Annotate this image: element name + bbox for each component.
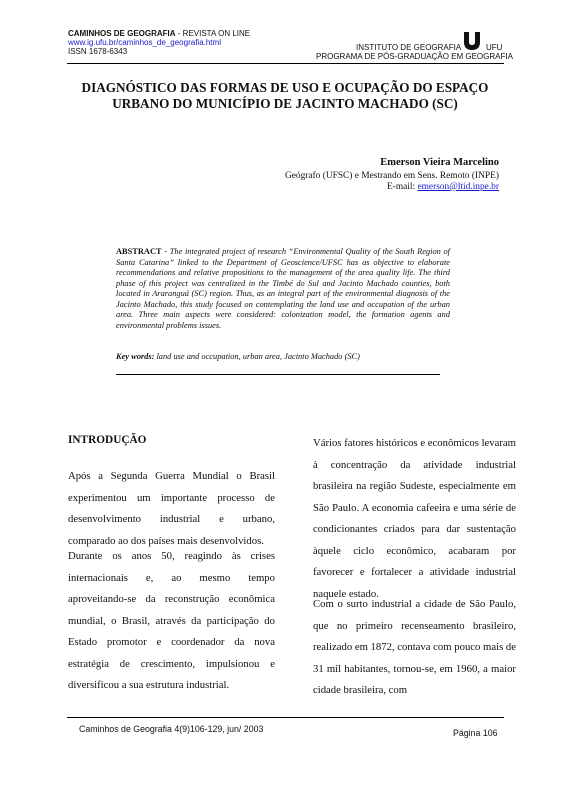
abstract-text: - The integrated project of research “Environmental Quality of the South Region of Santa Catarina” linked to the Department of Geoscience/UFSC has as objective to elaborate recommendations and relative propositions to the management of the area quality life. The third phase of this project was centralized in the Timbé do Sul and Jacinto Machado counties, both located in Araranguá (SC) region. Thus, as an integral part of the environmental diagnosis of the Jacinto Machado, this study focused on contemplating the land use and occupation of the urban area. Three main aspects were considered: colonization model, the formation agents and environmental problems issues. — [116, 247, 450, 330]
keywords-text: land use and occupation, urban area, Jacinto Machado (SC) — [154, 352, 360, 361]
author-affiliation: Geógrafo (UFSC) e Mestrando em Sens. Remoto (INPE) — [284, 171, 499, 181]
journal-name — [68, 29, 250, 38]
ufu-logo-icon — [461, 30, 483, 52]
body-paragraph: Vários fatores históricos e econômicos levaram à concentração da atividade industrial brasileira na região Sudeste, especialmente em São Paulo. A economia cafeeira e uma série de condicionantes criados para dar sustentação àquele ciclo econômico, acabaram por favorecer e fortalecer a atividade industrial naquele estado. — [313, 437, 516, 600]
section-heading: INTRODUÇÃO — [68, 434, 147, 446]
body-paragraph: Com o surto industrial a cidade de São Paulo, que no primeiro recenseamento brasileiro, realizado em 1872, contava com pouco mais de 31 mil habitantes, tornou-se, em 1960, a maior cidade brasileira, com — [313, 598, 516, 696]
email-label: E-mail: — [386, 182, 418, 192]
footer-citation: Caminhos de Geografia 4(9)106-129, jun/ 2003 — [79, 724, 264, 734]
journal-issn: ISSN 1678-6343 — [68, 47, 128, 56]
abstract-paragraph — [116, 247, 450, 331]
institute-name: INSTITUTO DE GEOGRAFIA — [356, 43, 462, 52]
author-name: Emerson Vieira Marcelino — [380, 157, 499, 168]
keywords-label: Key words: — [116, 352, 155, 361]
abstract-divider — [116, 374, 440, 375]
journal-name-bold: CAMINHOS DE GEOGRAFIA — [68, 29, 176, 38]
university-name: UFU — [486, 43, 503, 52]
author-email-line — [387, 182, 499, 192]
journal-url: www.ig.ufu.br/caminhos_de_geografia.html — [68, 38, 221, 47]
page-number: Página 106 — [453, 728, 498, 738]
program-name: PROGRAMA DE PÓS-GRADUAÇÃO EM GEOGRAFIA — [316, 52, 513, 61]
body-paragraph: Durante os anos 50, reagindo às crises internacionais e, ao mesmo tempo aproveitando-se da reconstrução econômica mundial, o Brasil, através da participação do Estado promotor e coordenador da nova estratégia de crescimento, impulsionou e diversificou a sua estrutura industrial. — [68, 550, 275, 691]
abstract-label: ABSTRACT — [116, 247, 162, 256]
paper-title: DIAGNÓSTICO DAS FORMAS DE USO E OCUPAÇÃO DO ESPAÇO URBANO DO MUNICÍPIO DE JACINTO MACHADO (SC) — [81, 80, 489, 111]
header-divider — [67, 63, 504, 64]
body-paragraph: Após a Segunda Guerra Mundial o Brasil experimentou um importante processo de desenvolvimento industrial e urbano, comparado ao dos países mais desenvolvidos. — [68, 470, 275, 547]
journal-name-suffix: - REVISTA ON LINE — [175, 29, 251, 38]
keywords-line — [116, 352, 450, 361]
footer-divider — [67, 717, 504, 718]
email-link[interactable]: emerson@ltid.inpe.br — [417, 182, 499, 192]
